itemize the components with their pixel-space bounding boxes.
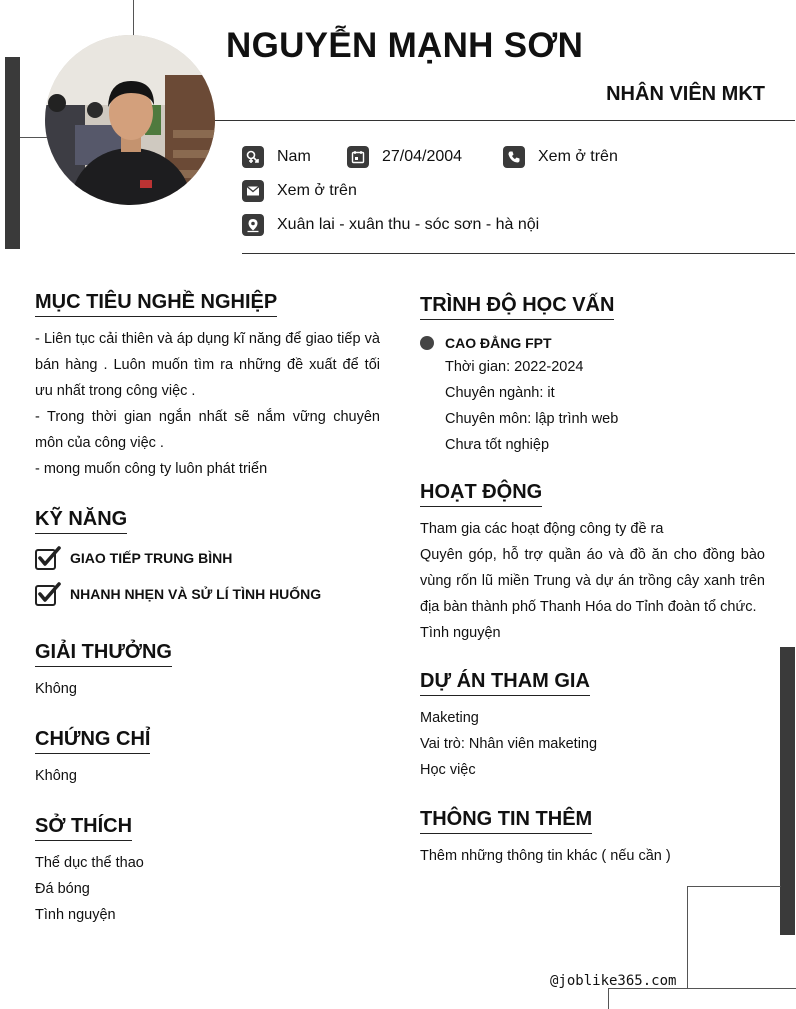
phone-icon [503, 146, 525, 168]
email-value: Xem ở trên [277, 182, 357, 199]
objective-section [35, 291, 380, 482]
address-value: Xuân lai - xuân thu - sóc sơn - hà nội [277, 216, 540, 233]
activity-paragraph: Quyên góp, hỗ trợ quần áo và đồ ăn cho đồng bào vùng rốn lũ miền Trung và dự án trồng cây xanh trên địa bàn thành phố Thanh Hóa do Tỉnh đoàn tổ chức. [420, 547, 765, 615]
section-title: HOẠT ĐỘNG [420, 481, 542, 507]
corner-frame [687, 886, 781, 989]
section-title: THÔNG TIN THÊM [420, 808, 592, 834]
photo-connector-line [20, 137, 50, 138]
bottom-frame [608, 988, 796, 1009]
activity-line: Tham gia các hoạt động công ty đề ra [420, 521, 664, 537]
candidate-name: NGUYỄN MẠNH SƠN [226, 26, 584, 65]
skills-list [35, 540, 380, 612]
skill-item [35, 540, 380, 576]
skill-label: NHANH NHẸN VÀ SỬ LÍ TÌNH HUỐNG [70, 586, 322, 602]
education-detail: Chuyên môn: lập trình web [445, 411, 619, 427]
section-title: CHỨNG CHỈ [35, 728, 150, 754]
extra-info-text: Thêm những thông tin khác ( nếu cần ) [420, 848, 671, 864]
hobby-item: Thể dục thể thao [35, 855, 144, 871]
skills-section [35, 508, 380, 612]
hobby-item: Đá bóng [35, 881, 90, 897]
hobby-item: Tình nguyện [35, 907, 116, 923]
gender-icon [242, 146, 264, 168]
project-item: Vai trò: Nhân viên maketing [420, 736, 598, 752]
watermark: @joblike365.com [550, 973, 677, 989]
section-title: GIẢI THƯỞNG [35, 641, 172, 667]
education-section [420, 294, 765, 458]
education-entry [420, 332, 765, 458]
objective-text [35, 326, 380, 482]
objective-line: - Liên tục cải thiên và áp dụng kĩ năng để giao tiếp và bán hàng . Luôn muốn tìm ra những đề xuất để tối ưu nhất trong công việc . [35, 331, 380, 399]
section-title: MỤC TIÊU NGHỀ NGHIỆP [35, 291, 277, 317]
project-item: Maketing [420, 710, 479, 726]
left-accent-bar [5, 57, 20, 249]
activities-section [420, 481, 765, 646]
skill-label: GIAO TIẾP TRUNG BÌNH [70, 550, 233, 566]
phone-row [503, 146, 618, 168]
education-detail: Thời gian: 2022-2024 [445, 359, 584, 375]
activities-text [420, 516, 765, 646]
section-title: TRÌNH ĐỘ HỌC VẤN [420, 294, 614, 320]
certificates-text: Không [35, 768, 77, 784]
mail-icon [242, 180, 264, 202]
projects-section [420, 670, 765, 783]
job-position: NHÂN VIÊN MKT [606, 83, 765, 105]
extra-info-section [420, 808, 765, 869]
certificates-section [35, 728, 380, 789]
section-title: SỞ THÍCH [35, 815, 132, 841]
project-item: Học việc [420, 762, 476, 778]
objective-line: - mong muốn công ty luôn phát triển [35, 461, 268, 477]
info-divider [242, 253, 795, 254]
address-row [242, 214, 539, 236]
right-accent-bar [780, 647, 795, 935]
bullet-dot-icon [420, 336, 434, 350]
avatar [45, 35, 215, 205]
gender-row [242, 146, 311, 168]
header-divider [215, 120, 795, 121]
phone-value: Xem ở trên [538, 148, 618, 165]
section-title: KỸ NĂNG [35, 508, 127, 534]
awards-section [35, 641, 380, 702]
location-icon [242, 214, 264, 236]
hobbies-list [35, 850, 380, 928]
birthday-value: 27/04/2004 [382, 148, 463, 165]
checkbox-checked-icon [35, 546, 61, 570]
top-divider-line [133, 0, 134, 36]
activity-line: Tình nguyện [420, 625, 501, 641]
section-title: DỰ ÁN THAM GIA [420, 670, 590, 696]
school-name: CAO ĐẲNG FPT [445, 335, 552, 351]
education-details [445, 354, 765, 458]
checkbox-checked-icon [35, 582, 61, 606]
birthday-row [347, 146, 462, 168]
calendar-icon [347, 146, 369, 168]
skill-item [35, 576, 380, 612]
email-row [242, 180, 357, 202]
education-detail: Chưa tốt nghiệp [445, 437, 550, 453]
education-detail: Chuyên ngành: it [445, 385, 555, 401]
awards-text: Không [35, 681, 77, 697]
projects-list [420, 705, 765, 783]
gender-value: Nam [277, 148, 311, 165]
objective-line: - Trong thời gian ngắn nhất sẽ nắm vững chuyên môn của công việc . [35, 409, 380, 451]
hobbies-section [35, 815, 380, 928]
